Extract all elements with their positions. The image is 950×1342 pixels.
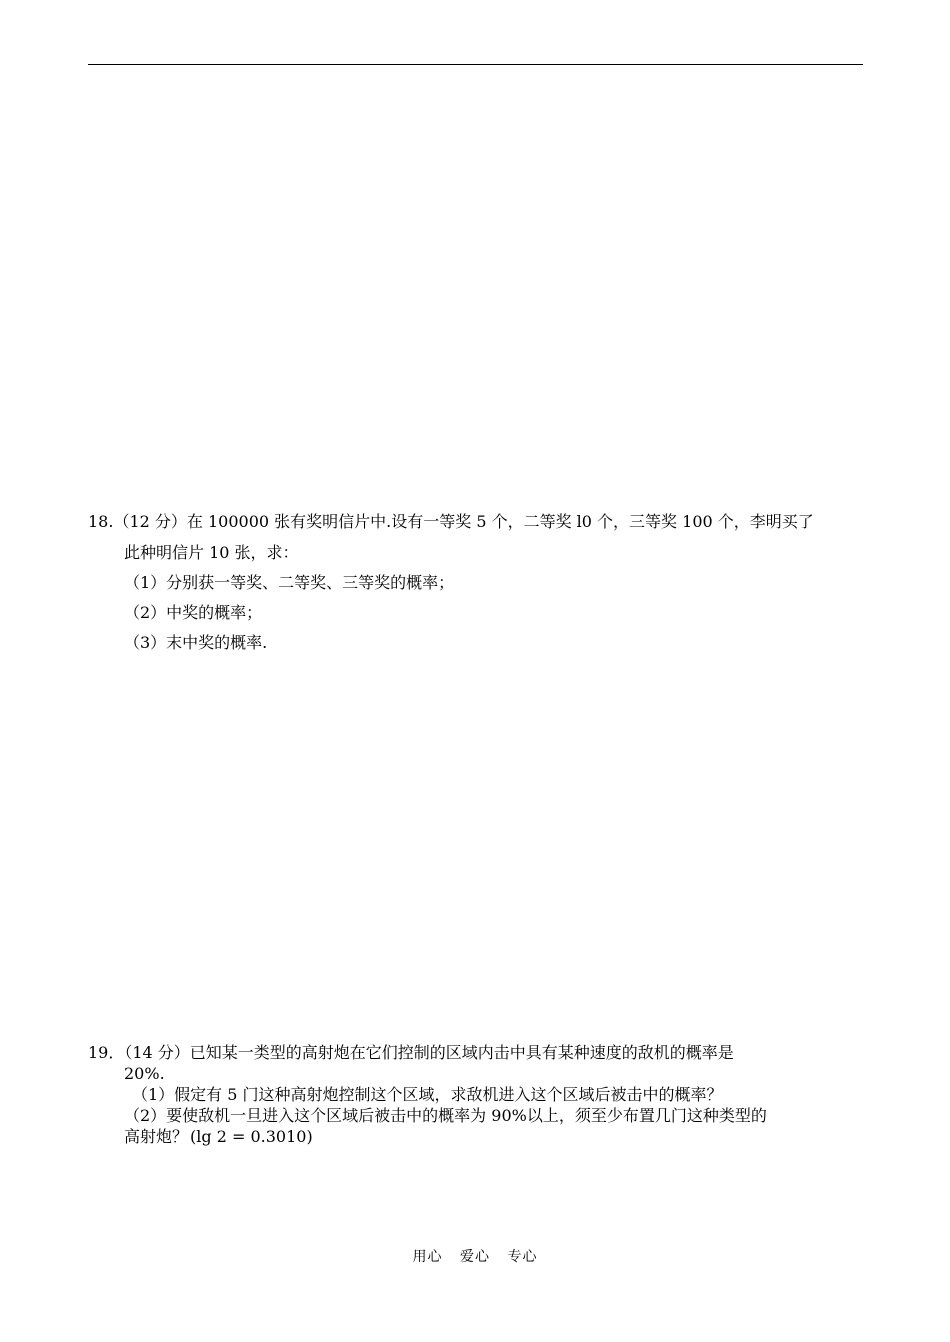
question-19-stem: 19．（14 分）已知某一类型的高射炮在它们控制的区域内击中具有某种速度的敌机的概率是 bbox=[88, 1043, 734, 1062]
question-19-part-2-tail: 高射炮？ bbox=[124, 1127, 189, 1146]
header-rule bbox=[88, 64, 863, 65]
footer-item-2: 爱心 bbox=[460, 1249, 490, 1265]
log-formula: (lg 2 = 0.3010) bbox=[190, 1127, 313, 1146]
question-18-stem-continued: 此种明信片 10 张，求： bbox=[124, 543, 299, 562]
question-19-part-1: （1）假定有 5 门这种高射炮控制这个区域，求敌机进入这个区域后被击中的概率？ bbox=[132, 1085, 723, 1104]
question-19-part-2-continued bbox=[124, 1127, 313, 1147]
question-18-part-2: （2）中奖的概率； bbox=[124, 603, 263, 622]
question-19-stem-continued: 20%. bbox=[124, 1064, 165, 1083]
question-19-part-2: （2）要使敌机一旦进入这个区域后被击中的概率为 90%以上，须至少布置几门这种类型的 bbox=[124, 1106, 767, 1125]
footer-item-1: 用心 bbox=[412, 1249, 443, 1265]
question-18-stem: 18.（12 分）在 100000 张有奖明信片中.设有一等奖 5 个，二等奖 l0 个，三等奖 100 个，李明买了 bbox=[88, 512, 814, 531]
question-18-part-1: （1）分别获一等奖、二等奖、三等奖的概率； bbox=[124, 573, 455, 592]
question-18-part-3: （3）末中奖的概率. bbox=[124, 633, 268, 652]
footer-item-3: 专心 bbox=[507, 1249, 538, 1265]
page-footer bbox=[0, 1248, 950, 1266]
